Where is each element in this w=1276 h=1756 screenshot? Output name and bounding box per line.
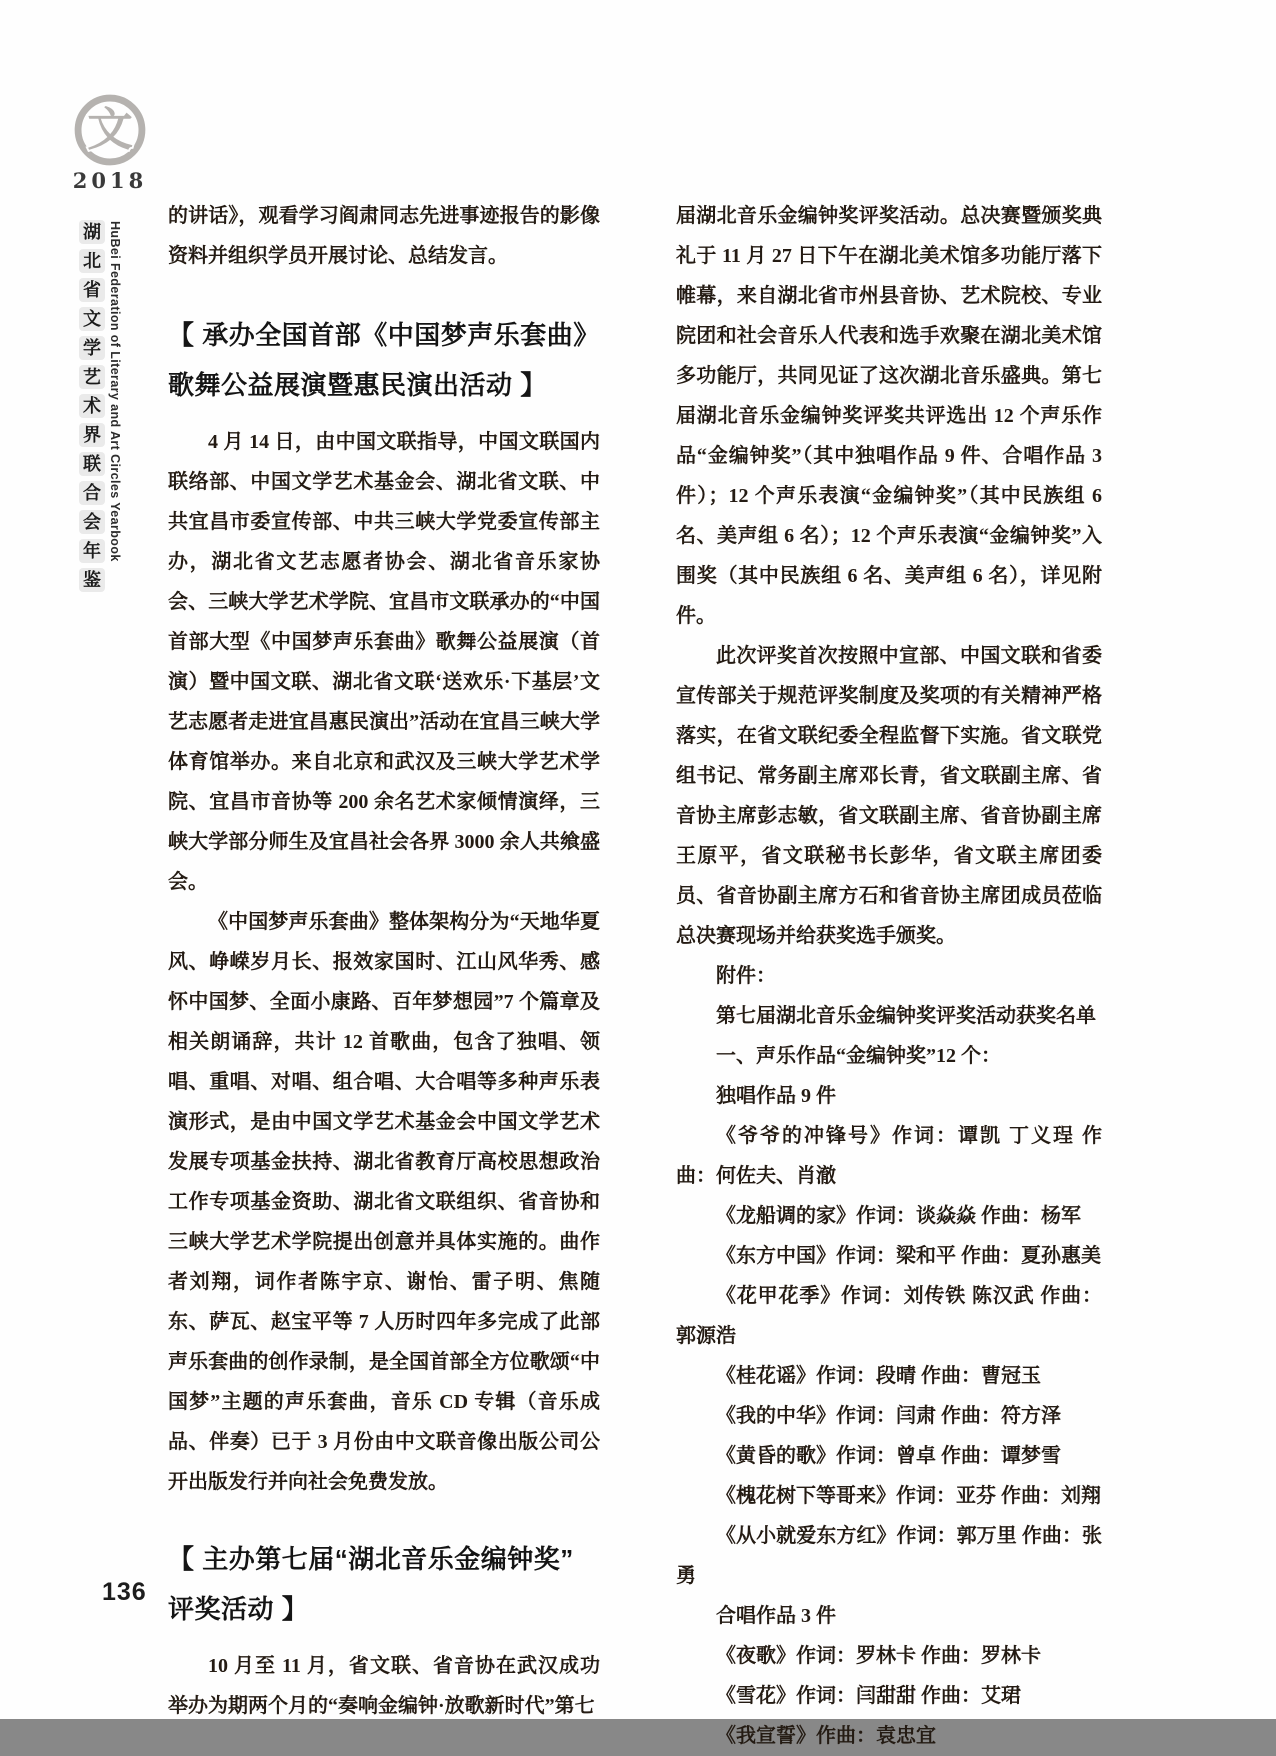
sidebar-title-char: 艺	[79, 365, 105, 389]
attachment-category-heading: 一、声乐作品“金编钟奖”12 个：	[716, 1045, 1001, 1067]
intro-continuation-paragraph: 的讲话》，观看学习阎肃同志先进事迹报告的影像资料并组织学员开展讨论、总结发言。	[168, 205, 600, 267]
song-list-item: 《爷爷的冲锋号》作词：谭凯 丁义珵 作曲：何佐夫、肖澈	[676, 1125, 1102, 1187]
song-list-item: 《花甲花季》作词：刘传铁 陈汉武 作曲：郭源浩	[676, 1285, 1102, 1347]
song-list-item: 《我的中华》作词：闫肃 作曲：符方泽	[716, 1405, 1061, 1427]
sidebar-title-char: 会	[79, 510, 105, 534]
sidebar-title-char: 北	[79, 249, 105, 273]
page-number: 136	[102, 1578, 147, 1606]
yearbook-year: 2018	[72, 168, 148, 193]
sidebar-title-char: 文	[79, 307, 105, 331]
sidebar-title-char: 鉴	[79, 568, 105, 592]
section-heading-golden-bell-award: 【 主办第七届“湖北音乐金编钟奖”评奖活动 】	[168, 1544, 574, 1624]
sidebar-title-char: 联	[79, 452, 105, 476]
solo-works-header: 独唱作品 9 件	[716, 1085, 836, 1107]
song-list-item: 《槐花树下等哥来》作词：亚芬 作曲：刘翔	[716, 1485, 1101, 1507]
sidebar-title-char: 界	[79, 423, 105, 447]
federation-emblem-icon	[72, 90, 148, 170]
song-list-item: 《东方中国》作词：梁和平 作曲：夏孙惠美	[716, 1245, 1101, 1267]
sidebar-title-char: 术	[79, 394, 105, 418]
left-text-column	[168, 196, 600, 1726]
svg-text:文: 文	[87, 104, 133, 156]
song-list-item: 《雪花》作词：闫甜甜 作曲：艾珺	[716, 1685, 1021, 1707]
song-list-item: 《我宣誓》作曲：袁忠宜	[716, 1725, 936, 1747]
section-heading-china-dream: 【 承办全国首部《中国梦声乐套曲》歌舞公益展演暨惠民演出活动 】	[168, 320, 600, 400]
body-paragraph: 此次评奖首次按照中宣部、中国文联和省委宣传部关于规范评奖制度及奖项的有关精神严格落实，在省文联纪委全程监督下实施。省文联党组书记、常务副主席邓长青，省文联副主席、省音协主席彭志敏，省文联副主席、省音协副主席王原平，省文联秘书长彭华，省文联主席团委员、省音协副主席方石和省音协主席团成员莅临总决赛现场并给获奖选手颁奖。	[676, 645, 1102, 947]
body-paragraph: 10 月至 11 月，省文联、省音协在武汉成功举办为期两个月的“奏响金编钟·放歌新时代”第七	[168, 1655, 600, 1717]
song-list-item: 《夜歌》作词：罗林卡 作曲：罗林卡	[716, 1645, 1041, 1667]
attachment-label: 附件：	[716, 965, 776, 987]
sidebar-title-char: 湖	[79, 220, 105, 244]
song-list-item: 《从小就爱东方红》作词：郭万里 作曲：张勇	[676, 1525, 1102, 1587]
attachment-list-title: 第七届湖北音乐金编钟奖评奖活动获奖名单	[716, 1005, 1096, 1027]
song-list-item: 《桂花谣》作词：段晴 作曲：曹冠玉	[716, 1365, 1041, 1387]
body-paragraph: 《中国梦声乐套曲》整体架构分为“天地华夏风、峥嵘岁月长、报效家国时、江山风华秀、感怀中国梦、全面小康路、百年梦想园”7 个篇章及相关朗诵辞，共计 12 首歌曲，包含了独唱、领唱、重唱、对唱、组合唱、大合唱等多种声乐表演形式，是由中国文学艺术基金会中国文学艺术发展专项基金扶持、湖北省教育厅高校思想政治工作专项基金资助、湖北省文联组织、省音协和三峡大学艺术学院提出创意并具体实施的。曲作者刘翔，词作者陈宇京、谢怡、雷子明、焦随东、萨瓦、赵宝平等 7 人历时四年多完成了此部声乐套曲的创作录制，是全国首部全方位歌颂“中国梦”主题的声乐套曲，音乐 CD 专辑（音乐成品、伴奏）已于 3 月份由中文联音像出版公司公开出版发行并向社会免费发放。	[168, 911, 600, 1493]
sidebar-title-char: 省	[79, 278, 105, 302]
sidebar-title-char: 学	[79, 336, 105, 360]
sidebar-title-char: 年	[79, 539, 105, 563]
song-list-item: 《龙船调的家》作词：谈焱焱 作曲：杨军	[716, 1205, 1081, 1227]
right-text-column	[676, 196, 1102, 1756]
sidebar-vertical-title	[79, 220, 105, 597]
song-list-item: 《黄昏的歌》作词：曾卓 作曲：谭梦雪	[716, 1445, 1061, 1467]
sidebar-title-char: 合	[79, 481, 105, 505]
sidebar-english-title: HuBei Federation of Literary and Art Circles Yearbook	[108, 221, 122, 562]
body-paragraph: 4 月 14 日，由中国文联指导，中国文联国内联络部、中国文学艺术基金会、湖北省文联、中共宜昌市委宣传部、中共三峡大学党委宣传部主办，湖北省文艺志愿者协会、湖北省音乐家协会、三峡大学艺术学院、宜昌市文联承办的“中国首部大型《中国梦声乐套曲》歌舞公益展演（首演）暨中国文联、湖北省文联‘送欢乐·下基层’文艺志愿者走进宜昌惠民演出”活动在宜昌三峡大学体育馆举办。来自北京和武汉及三峡大学艺术学院、宜昌市音协等 200 余名艺术家倾情演绎，三峡大学部分师生及宜昌社会各界 3000 余人共飨盛会。	[168, 431, 600, 893]
chorus-works-header: 合唱作品 3 件	[716, 1605, 836, 1627]
body-continuation-paragraph: 届湖北音乐金编钟奖评奖活动。总决赛暨颁奖典礼于 11 月 27 日下午在湖北美术馆多功能厅落下帷幕，来自湖北省市州县音协、艺术院校、专业院团和社会音乐人代表和选手欢聚在湖北美术馆多功能厅，共同见证了这次湖北音乐盛典。第七届湖北音乐金编钟奖评奖共评选出 12 个声乐作品“金编钟奖”（其中独唱作品 9 件、合唱作品 3 件）；12 个声乐表演“金编钟奖”（其中民族组 6 名、美声组 6 名）；12 个声乐表演“金编钟奖”入围奖（其中民族组 6 名、美声组 6 名），详见附件。	[676, 205, 1102, 627]
